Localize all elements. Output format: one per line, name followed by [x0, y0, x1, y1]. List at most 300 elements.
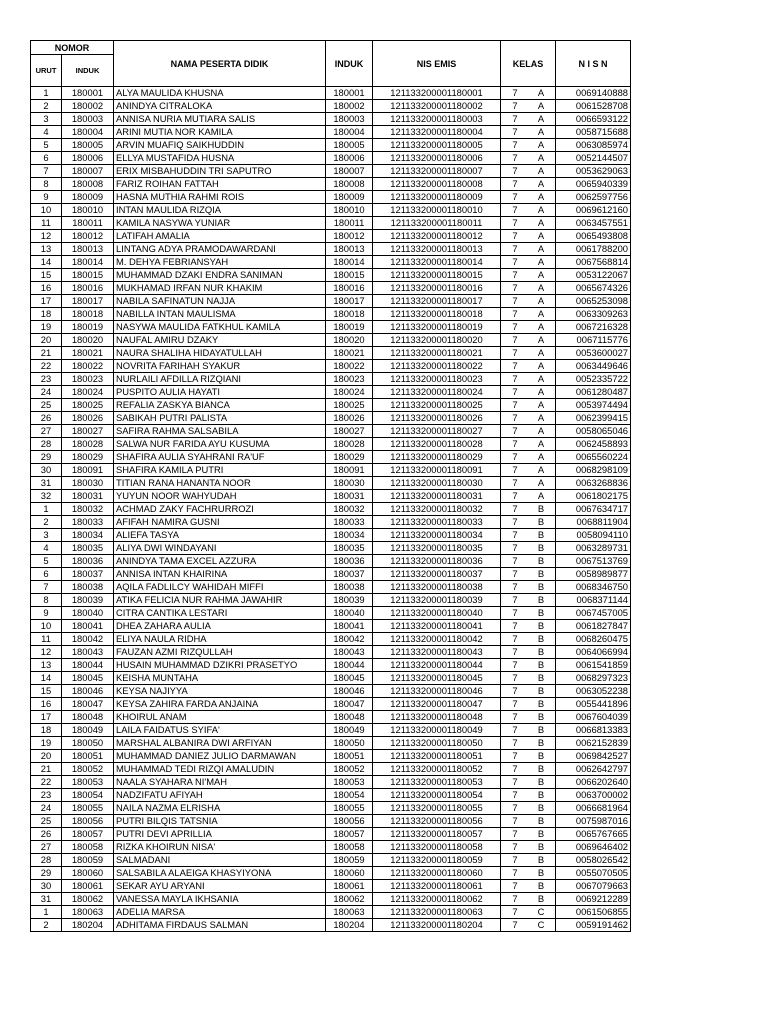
kelas-rombel: A — [537, 178, 545, 189]
row-nis-emis: 121133200001180062 — [373, 893, 501, 906]
row-nisn: 0063085974 — [556, 139, 631, 152]
row-kelas — [501, 100, 556, 113]
student-name: KEYSA NAJIYYA — [114, 685, 326, 698]
kelas-tingkat: 7 — [512, 815, 518, 826]
row-no-induk: 180033 — [62, 516, 114, 529]
kelas-tingkat: 7 — [512, 555, 518, 566]
student-name: ALYA MAULIDA KHUSNA — [114, 87, 326, 100]
row-induk: 180045 — [326, 672, 373, 685]
kelas-rombel: B — [537, 854, 545, 865]
row-induk: 180091 — [326, 464, 373, 477]
row-kelas — [501, 763, 556, 776]
student-name: RIZKA KHOIRUN NISA' — [114, 841, 326, 854]
student-name: ANINDYA CITRALOKA — [114, 100, 326, 113]
student-name: ANNISA INTAN KHAIRINA — [114, 568, 326, 581]
table-row — [31, 659, 631, 672]
row-kelas — [501, 672, 556, 685]
row-nisn: 0066593122 — [556, 113, 631, 126]
row-kelas — [501, 594, 556, 607]
row-induk: 180058 — [326, 841, 373, 854]
row-no-induk: 180049 — [62, 724, 114, 737]
row-induk: 180043 — [326, 646, 373, 659]
row-no-induk: 180011 — [62, 217, 114, 230]
kelas-tingkat: 7 — [512, 360, 518, 371]
row-no-induk: 180046 — [62, 685, 114, 698]
row-nisn: 0068260475 — [556, 633, 631, 646]
row-nisn: 0061506855 — [556, 906, 631, 919]
kelas-rombel: B — [537, 724, 545, 735]
table-row — [31, 529, 631, 542]
row-induk: 180021 — [326, 347, 373, 360]
row-nisn: 0065493808 — [556, 230, 631, 243]
student-name: TITIAN RANA HANANTA NOOR — [114, 477, 326, 490]
table-row — [31, 763, 631, 776]
row-nisn: 0058094110 — [556, 529, 631, 542]
kelas-rombel: A — [537, 191, 545, 202]
row-induk: 180029 — [326, 451, 373, 464]
row-nis-emis: 121133200001180014 — [373, 256, 501, 269]
row-nisn: 0063449646 — [556, 360, 631, 373]
row-no-induk: 180016 — [62, 282, 114, 295]
row-kelas — [501, 607, 556, 620]
row-no-induk: 180050 — [62, 737, 114, 750]
row-induk: 180033 — [326, 516, 373, 529]
row-number: 15 — [31, 269, 62, 282]
row-nisn: 0061827847 — [556, 620, 631, 633]
row-number: 8 — [31, 594, 62, 607]
row-nisn: 0061280487 — [556, 386, 631, 399]
kelas-rombel: B — [537, 659, 545, 670]
row-nis-emis: 121133200001180063 — [373, 906, 501, 919]
row-induk: 180039 — [326, 594, 373, 607]
student-name: ERIX MISBAHUDDIN TRI SAPUTRO — [114, 165, 326, 178]
row-kelas — [501, 750, 556, 763]
row-number: 4 — [31, 126, 62, 139]
student-name: ANNISA NURIA MUTIARA SALIS — [114, 113, 326, 126]
row-no-induk: 180021 — [62, 347, 114, 360]
kelas-tingkat: 7 — [512, 113, 518, 124]
row-induk: 180007 — [326, 165, 373, 178]
kelas-rombel: A — [537, 308, 545, 319]
row-number: 32 — [31, 490, 62, 503]
table-row — [31, 204, 631, 217]
kelas-tingkat: 7 — [512, 854, 518, 865]
row-nis-emis: 121133200001180013 — [373, 243, 501, 256]
student-name: NAALA SYAHARA NI'MAH — [114, 776, 326, 789]
row-nis-emis: 121133200001180054 — [373, 789, 501, 802]
row-no-induk: 180028 — [62, 438, 114, 451]
student-name: DHEA ZAHARA AULIA — [114, 620, 326, 633]
row-no-induk: 180005 — [62, 139, 114, 152]
table-row — [31, 399, 631, 412]
row-nis-emis: 121133200001180058 — [373, 841, 501, 854]
row-nis-emis: 121133200001180029 — [373, 451, 501, 464]
row-number: 23 — [31, 373, 62, 386]
kelas-rombel: B — [537, 503, 545, 514]
row-nisn: 0068298109 — [556, 464, 631, 477]
kelas-rombel: A — [537, 139, 545, 150]
row-number: 1 — [31, 503, 62, 516]
row-induk: 180005 — [326, 139, 373, 152]
kelas-rombel: A — [537, 477, 545, 488]
student-name: MUHAMMAD DZAKI ENDRA SANIMAN — [114, 269, 326, 282]
kelas-tingkat: 7 — [512, 620, 518, 631]
kelas-tingkat: 7 — [512, 750, 518, 761]
row-nisn: 0068346750 — [556, 581, 631, 594]
row-kelas — [501, 841, 556, 854]
row-nisn: 0052335722 — [556, 373, 631, 386]
nisn-header: N I S N — [556, 41, 631, 87]
kelas-tingkat: 7 — [512, 334, 518, 345]
kelas-tingkat: 7 — [512, 542, 518, 553]
kelas-rombel: A — [537, 425, 545, 436]
row-induk: 180042 — [326, 633, 373, 646]
row-number: 11 — [31, 633, 62, 646]
row-induk: 180028 — [326, 438, 373, 451]
kelas-rombel: A — [537, 217, 545, 228]
row-number: 13 — [31, 243, 62, 256]
student-name: SHAFIRA KAMILA PUTRI — [114, 464, 326, 477]
row-nisn: 0058715688 — [556, 126, 631, 139]
row-nisn: 0069212289 — [556, 893, 631, 906]
kelas-rombel: A — [537, 334, 545, 345]
student-name: PUSPITO AULIA HAYATI — [114, 386, 326, 399]
row-nisn: 0067079663 — [556, 880, 631, 893]
row-no-induk: 180036 — [62, 555, 114, 568]
row-induk: 180046 — [326, 685, 373, 698]
row-number: 7 — [31, 581, 62, 594]
kelas-tingkat: 7 — [512, 867, 518, 878]
row-kelas — [501, 425, 556, 438]
kelas-tingkat: 7 — [512, 217, 518, 228]
kelas-rombel: A — [537, 126, 545, 137]
row-nis-emis: 121133200001180046 — [373, 685, 501, 698]
row-nis-emis: 121133200001180053 — [373, 776, 501, 789]
kelas-rombel: B — [537, 750, 545, 761]
table-row — [31, 230, 631, 243]
kelas-rombel: B — [537, 776, 545, 787]
row-number: 7 — [31, 165, 62, 178]
row-induk: 180023 — [326, 373, 373, 386]
table-row — [31, 880, 631, 893]
row-number: 5 — [31, 139, 62, 152]
row-nisn: 0066681964 — [556, 802, 631, 815]
row-nis-emis: 121133200001180055 — [373, 802, 501, 815]
row-number: 19 — [31, 737, 62, 750]
row-kelas — [501, 698, 556, 711]
student-name: SALWA NUR FARIDA AYU KUSUMA — [114, 438, 326, 451]
row-induk: 180026 — [326, 412, 373, 425]
row-nis-emis: 121133200001180204 — [373, 919, 501, 932]
table-row — [31, 178, 631, 191]
kelas-rombel: A — [537, 295, 545, 306]
row-kelas — [501, 373, 556, 386]
kelas-tingkat: 7 — [512, 802, 518, 813]
student-name: MUKHAMAD IRFAN NUR KHAKIM — [114, 282, 326, 295]
kelas-rombel: C — [537, 919, 545, 930]
kelas-rombel: B — [537, 880, 545, 891]
kelas-tingkat: 7 — [512, 594, 518, 605]
student-name: MUHAMMAD DANIEZ JULIO DARMAWAN — [114, 750, 326, 763]
table-row — [31, 802, 631, 815]
row-kelas — [501, 386, 556, 399]
row-number: 31 — [31, 477, 62, 490]
row-nis-emis: 121133200001180012 — [373, 230, 501, 243]
row-no-induk: 180052 — [62, 763, 114, 776]
kelas-tingkat: 7 — [512, 646, 518, 657]
row-no-induk: 180041 — [62, 620, 114, 633]
row-induk: 180006 — [326, 152, 373, 165]
row-no-induk: 180010 — [62, 204, 114, 217]
kelas-rombel: B — [537, 529, 545, 540]
row-induk: 180204 — [326, 919, 373, 932]
row-nis-emis: 121133200001180041 — [373, 620, 501, 633]
row-nis-emis: 121133200001180017 — [373, 295, 501, 308]
row-nisn: 0064066994 — [556, 646, 631, 659]
row-kelas — [501, 347, 556, 360]
row-induk: 180017 — [326, 295, 373, 308]
row-nis-emis: 121133200001180057 — [373, 828, 501, 841]
row-nisn: 0063052238 — [556, 685, 631, 698]
kelas-tingkat: 7 — [512, 191, 518, 202]
row-induk: 180019 — [326, 321, 373, 334]
row-kelas — [501, 230, 556, 243]
row-no-induk: 180029 — [62, 451, 114, 464]
row-no-induk: 180044 — [62, 659, 114, 672]
row-nisn: 0063457551 — [556, 217, 631, 230]
row-nis-emis: 121133200001180036 — [373, 555, 501, 568]
row-induk: 180055 — [326, 802, 373, 815]
row-kelas — [501, 295, 556, 308]
row-number: 30 — [31, 464, 62, 477]
student-name: HUSAIN MUHAMMAD DZIKRI PRASETYO — [114, 659, 326, 672]
row-nis-emis: 121133200001180016 — [373, 282, 501, 295]
row-number: 16 — [31, 282, 62, 295]
row-kelas — [501, 867, 556, 880]
induk-header: INDUK — [326, 41, 373, 87]
row-induk: 180010 — [326, 204, 373, 217]
row-number: 22 — [31, 776, 62, 789]
row-no-induk: 180019 — [62, 321, 114, 334]
row-kelas — [501, 646, 556, 659]
row-number: 29 — [31, 867, 62, 880]
row-nisn: 0061802175 — [556, 490, 631, 503]
student-name: LATIFAH AMALIA — [114, 230, 326, 243]
row-nis-emis: 121133200001180023 — [373, 373, 501, 386]
kelas-tingkat: 7 — [512, 516, 518, 527]
kelas-rombel: B — [537, 646, 545, 657]
row-induk: 180008 — [326, 178, 373, 191]
row-kelas — [501, 191, 556, 204]
kelas-header: KELAS — [501, 41, 556, 87]
row-number: 21 — [31, 763, 62, 776]
table-row — [31, 815, 631, 828]
row-no-induk: 180055 — [62, 802, 114, 815]
row-nis-emis: 121133200001180056 — [373, 815, 501, 828]
student-name: KEYSA ZAHIRA FARDA ANJAINA — [114, 698, 326, 711]
kelas-rombel: A — [537, 87, 545, 98]
student-name: LAILA FAIDATUS SYIFA' — [114, 724, 326, 737]
row-nisn: 0067513769 — [556, 555, 631, 568]
row-no-induk: 180024 — [62, 386, 114, 399]
row-nisn: 0055070505 — [556, 867, 631, 880]
student-name: NAUFAL AMIRU DZAKY — [114, 334, 326, 347]
row-number: 6 — [31, 152, 62, 165]
row-nis-emis: 121133200001180027 — [373, 425, 501, 438]
row-no-induk: 180091 — [62, 464, 114, 477]
row-number: 25 — [31, 399, 62, 412]
student-name: NADZIFATU AFIYAH — [114, 789, 326, 802]
kelas-rombel: B — [537, 698, 545, 709]
kelas-tingkat: 7 — [512, 230, 518, 241]
row-number: 10 — [31, 204, 62, 217]
table-row — [31, 542, 631, 555]
row-no-induk: 180023 — [62, 373, 114, 386]
row-nisn: 0062597756 — [556, 191, 631, 204]
kelas-tingkat: 7 — [512, 607, 518, 618]
student-name: ATIKA FELICIA NUR RAHMA JAWAHIR — [114, 594, 326, 607]
row-nis-emis: 121133200001180040 — [373, 607, 501, 620]
row-number: 2 — [31, 100, 62, 113]
row-induk: 180025 — [326, 399, 373, 412]
row-kelas — [501, 776, 556, 789]
table-row — [31, 425, 631, 438]
row-nisn: 0066813383 — [556, 724, 631, 737]
kelas-tingkat: 7 — [512, 204, 518, 215]
row-number: 22 — [31, 360, 62, 373]
student-name: MUHAMMAD TEDI RIZQI AMALUDIN — [114, 763, 326, 776]
row-nisn: 0067457005 — [556, 607, 631, 620]
row-nisn: 0069140888 — [556, 87, 631, 100]
row-induk: 180062 — [326, 893, 373, 906]
row-kelas — [501, 737, 556, 750]
student-name: CITRA CANTIKA LESTARI — [114, 607, 326, 620]
student-name: M. DEHYA FEBRIANSYAH — [114, 256, 326, 269]
row-kelas — [501, 854, 556, 867]
row-kelas — [501, 620, 556, 633]
row-kelas — [501, 412, 556, 425]
row-nis-emis: 121133200001180037 — [373, 568, 501, 581]
table-row — [31, 347, 631, 360]
row-no-induk: 180009 — [62, 191, 114, 204]
row-kelas — [501, 269, 556, 282]
row-induk: 180038 — [326, 581, 373, 594]
table-row — [31, 87, 631, 100]
row-kelas — [501, 308, 556, 321]
kelas-tingkat: 7 — [512, 503, 518, 514]
table-row — [31, 321, 631, 334]
row-number: 8 — [31, 178, 62, 191]
student-name: FAUZAN AZMI RIZQULLAH — [114, 646, 326, 659]
kelas-rombel: B — [537, 828, 545, 839]
row-number: 9 — [31, 191, 62, 204]
row-nisn: 0062642797 — [556, 763, 631, 776]
student-name: SALSABILA ALAEIGA KHASYIYONA — [114, 867, 326, 880]
kelas-rombel: A — [537, 113, 545, 124]
student-name: KHOIRUL ANAM — [114, 711, 326, 724]
row-induk: 180013 — [326, 243, 373, 256]
row-induk: 180035 — [326, 542, 373, 555]
kelas-rombel: B — [537, 763, 545, 774]
kelas-tingkat: 7 — [512, 152, 518, 163]
row-no-induk: 180048 — [62, 711, 114, 724]
row-no-induk: 180056 — [62, 815, 114, 828]
row-kelas — [501, 568, 556, 581]
kelas-rombel: A — [537, 373, 545, 384]
kelas-tingkat: 7 — [512, 256, 518, 267]
row-no-induk: 180043 — [62, 646, 114, 659]
row-nisn: 0053629063 — [556, 165, 631, 178]
row-number: 24 — [31, 802, 62, 815]
row-no-induk: 180038 — [62, 581, 114, 594]
table-row — [31, 451, 631, 464]
row-nis-emis: 121133200001180050 — [373, 737, 501, 750]
row-no-induk: 180057 — [62, 828, 114, 841]
row-number: 18 — [31, 308, 62, 321]
kelas-rombel: A — [537, 399, 545, 410]
row-nisn: 0068297323 — [556, 672, 631, 685]
table-row — [31, 646, 631, 659]
row-nisn: 0068811904 — [556, 516, 631, 529]
kelas-rombel: B — [537, 542, 545, 553]
row-nisn: 0058026542 — [556, 854, 631, 867]
row-induk: 180044 — [326, 659, 373, 672]
table-row — [31, 789, 631, 802]
row-nis-emis: 121133200001180002 — [373, 100, 501, 113]
row-nisn: 0069646402 — [556, 841, 631, 854]
row-number: 12 — [31, 230, 62, 243]
row-no-induk: 180001 — [62, 87, 114, 100]
student-name: AFIFAH NAMIRA GUSNI — [114, 516, 326, 529]
table-row — [31, 165, 631, 178]
row-no-induk: 180018 — [62, 308, 114, 321]
student-name: HASNA MUTHIA RAHMI ROIS — [114, 191, 326, 204]
row-kelas — [501, 282, 556, 295]
kelas-rombel: B — [537, 815, 545, 826]
nomor-header: NOMOR — [31, 41, 114, 55]
kelas-tingkat: 7 — [512, 685, 518, 696]
row-kelas — [501, 360, 556, 373]
student-name: MARSHAL ALBANIRA DWI ARFIYAN — [114, 737, 326, 750]
row-no-induk: 180047 — [62, 698, 114, 711]
row-nis-emis: 121133200001180045 — [373, 672, 501, 685]
kelas-tingkat: 7 — [512, 308, 518, 319]
row-kelas — [501, 321, 556, 334]
row-number: 9 — [31, 607, 62, 620]
kelas-tingkat: 7 — [512, 581, 518, 592]
kelas-tingkat: 7 — [512, 893, 518, 904]
student-name: AQILA FADLILCY WAHIDAH MIFFI — [114, 581, 326, 594]
kelas-rombel: A — [537, 100, 545, 111]
row-number: 24 — [31, 386, 62, 399]
kelas-tingkat: 7 — [512, 737, 518, 748]
table-row — [31, 269, 631, 282]
row-number: 18 — [31, 724, 62, 737]
kelas-rombel: B — [537, 711, 545, 722]
row-nisn: 0069842527 — [556, 750, 631, 763]
student-table — [30, 40, 631, 932]
table-row — [31, 113, 631, 126]
table-row — [31, 750, 631, 763]
kelas-rombel: A — [537, 282, 545, 293]
row-nis-emis: 121133200001180038 — [373, 581, 501, 594]
row-nis-emis: 121133200001180001 — [373, 87, 501, 100]
row-nis-emis: 121133200001180019 — [373, 321, 501, 334]
row-induk: 180048 — [326, 711, 373, 724]
kelas-tingkat: 7 — [512, 321, 518, 332]
row-nis-emis: 121133200001180024 — [373, 386, 501, 399]
row-nisn: 0058989877 — [556, 568, 631, 581]
